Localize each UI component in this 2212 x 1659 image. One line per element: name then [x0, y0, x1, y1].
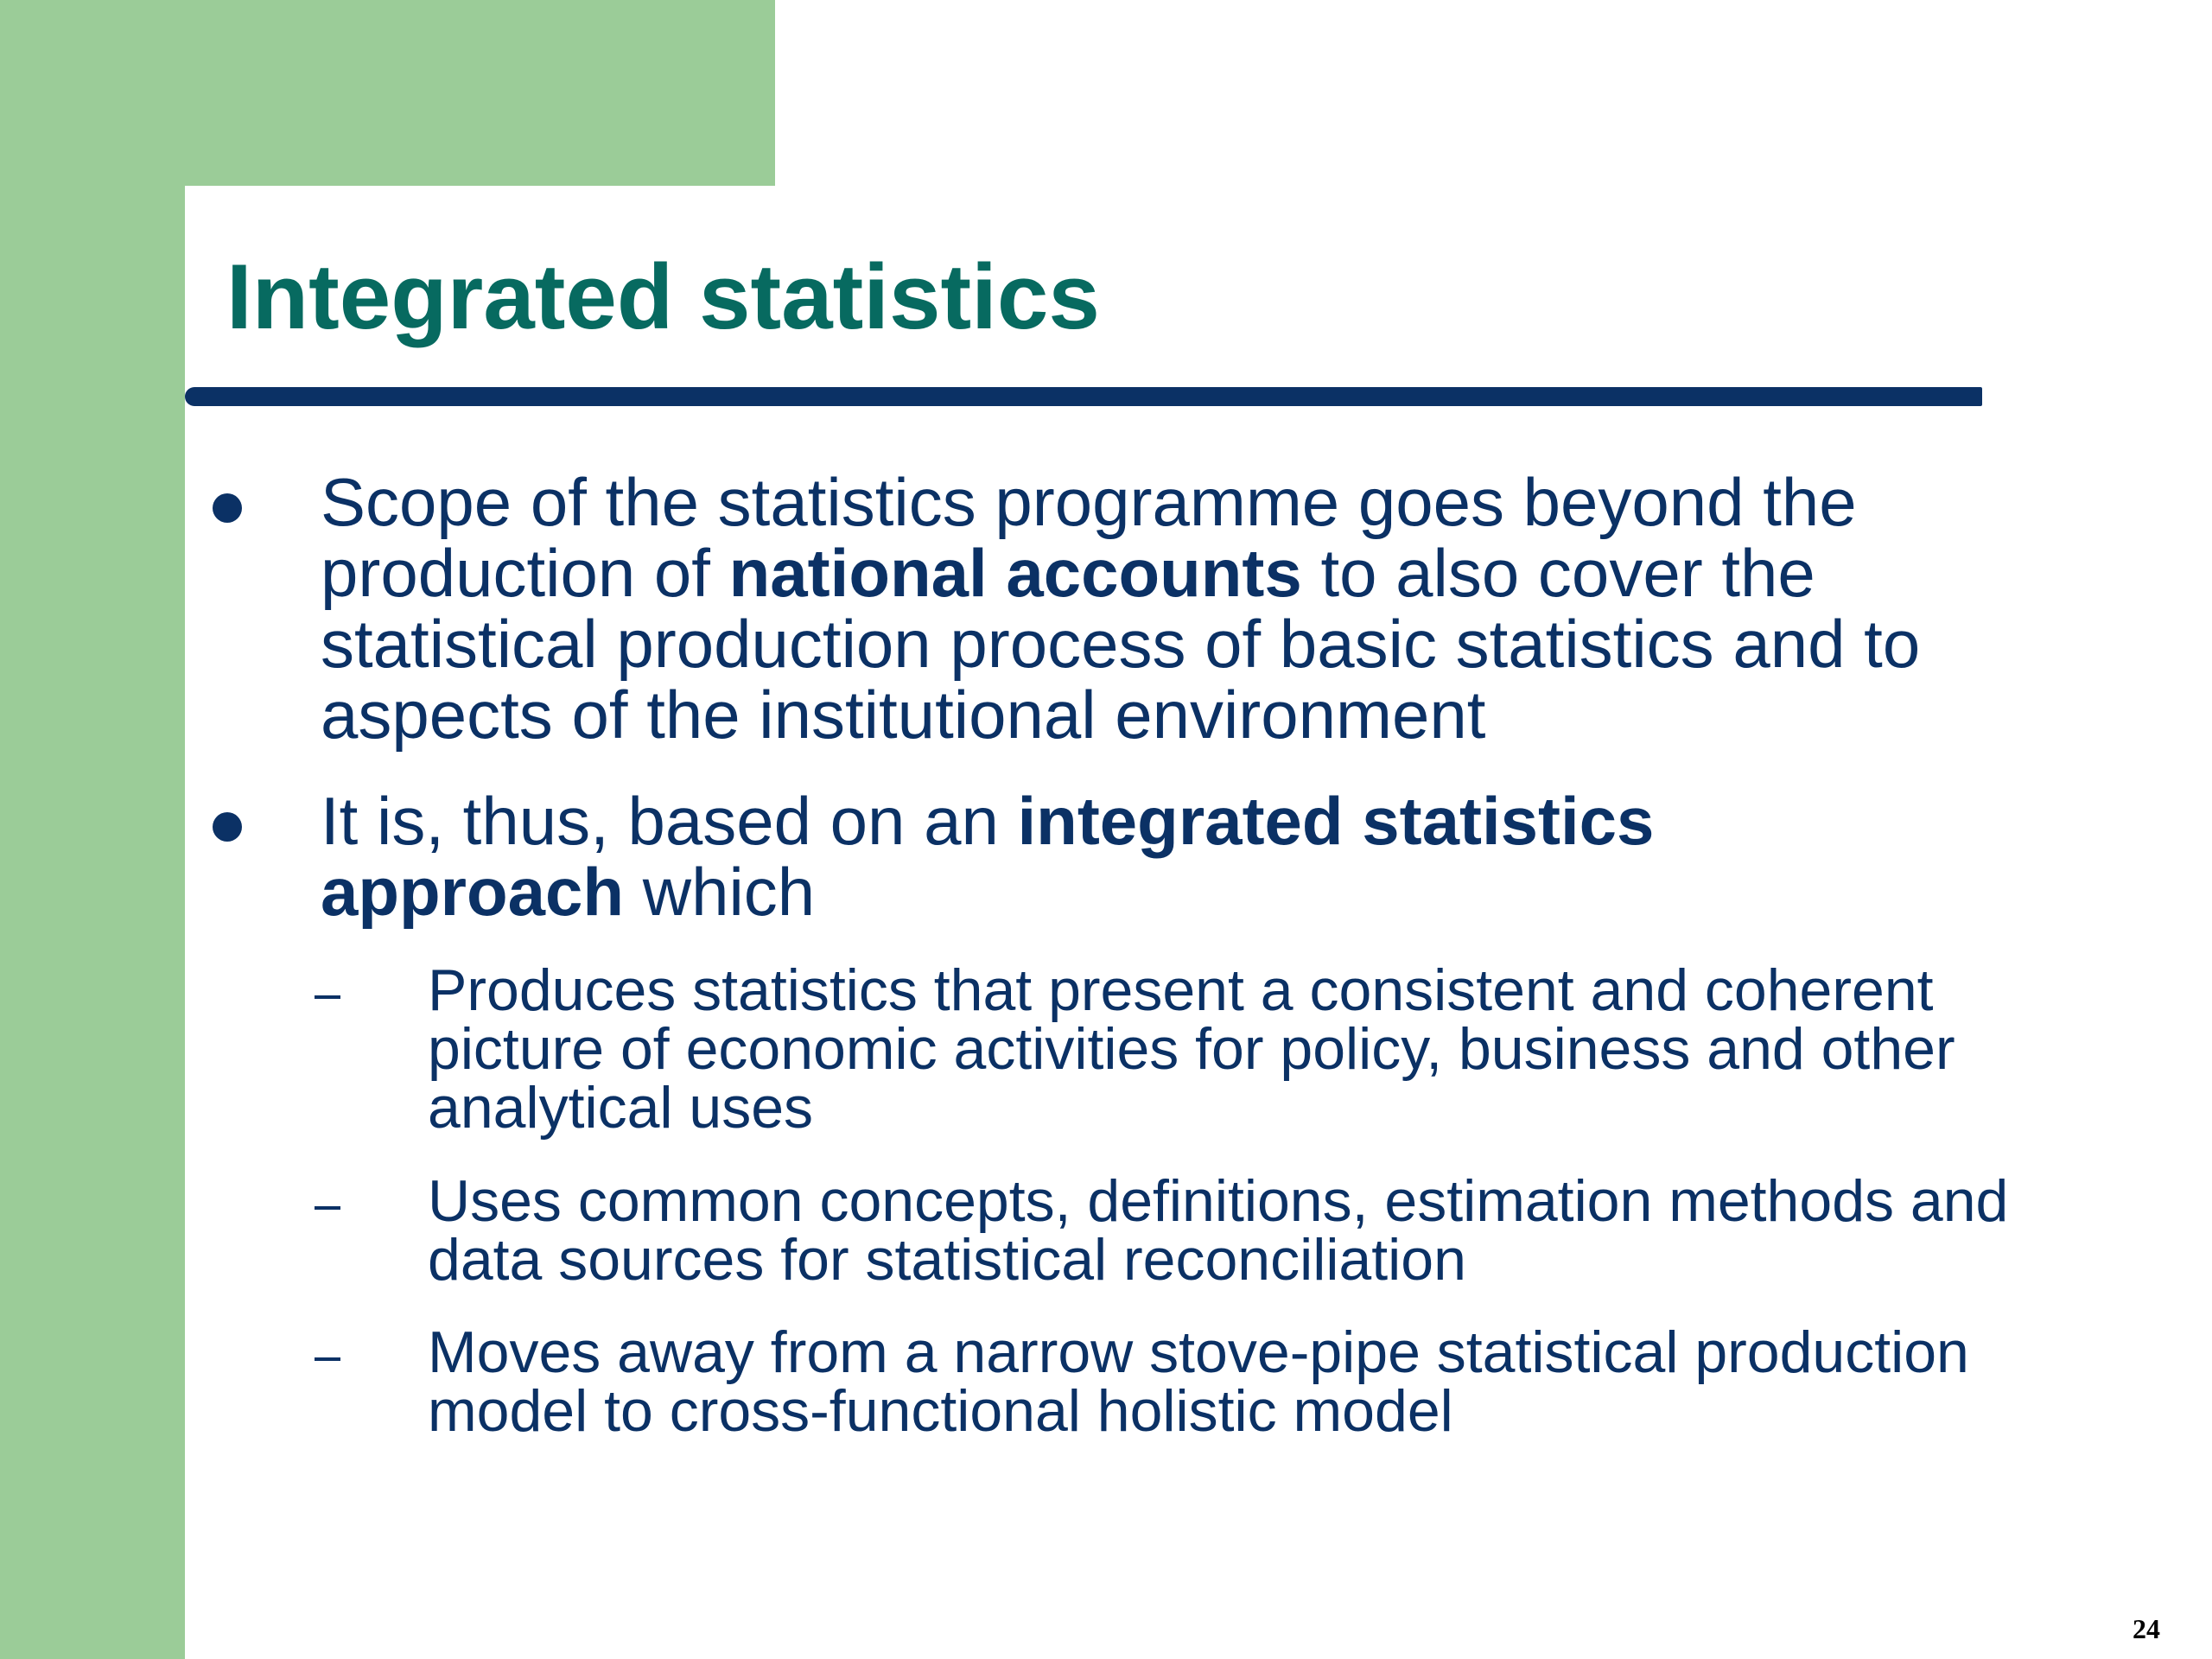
bullet-text	[321, 783, 2101, 930]
sub-bullet-text	[428, 957, 2139, 1141]
filled-circle-bullet-icon	[213, 812, 242, 842]
sub-bullet-line: Uses common concepts, definitions, estimation methods and	[428, 1168, 2009, 1234]
sub-bullet-line: analytical uses	[428, 1075, 814, 1141]
bullet-line: Scope of the statistics programme goes beyond the	[321, 464, 1857, 540]
slide-title: Integrated statistics	[226, 245, 1100, 348]
bullet-line: aspects of the institutional environment	[321, 677, 1486, 753]
bullet-line: It is, thus, based on an integrated statistics	[321, 783, 1655, 859]
bold-term: approach	[321, 854, 625, 930]
sub-bullet-line: model to cross-functional holistic model	[428, 1378, 1453, 1444]
dash-bullet-icon	[315, 995, 340, 999]
sub-bullet-line: Produces statistics that present a consistent and coherent	[428, 957, 1934, 1023]
sub-bullet-line: Moves away from a narrow stove-pipe statistical production	[428, 1319, 1969, 1385]
bullet-line: approach which	[321, 854, 816, 930]
dash-bullet-icon	[315, 1206, 340, 1210]
sub-bullet-text	[428, 1168, 2139, 1293]
bullet-line: statistical production process of basic statistics and to	[321, 606, 1921, 682]
filled-circle-bullet-icon	[213, 493, 242, 523]
sub-bullet-line: data sources for statistical reconciliation	[428, 1227, 1466, 1293]
dash-bullet-icon	[315, 1357, 340, 1361]
bullet-line: production of national accounts to also cover the	[321, 535, 1815, 611]
sub-bullet-line: picture of economic activities for policy, business and other	[428, 1016, 1955, 1082]
bold-term: national accounts	[728, 535, 1302, 611]
bold-term: integrated statistics	[1017, 783, 1655, 859]
page-number: 24	[2133, 1613, 2160, 1644]
bullet-text	[321, 464, 2101, 753]
sub-bullet-text	[428, 1319, 2139, 1444]
